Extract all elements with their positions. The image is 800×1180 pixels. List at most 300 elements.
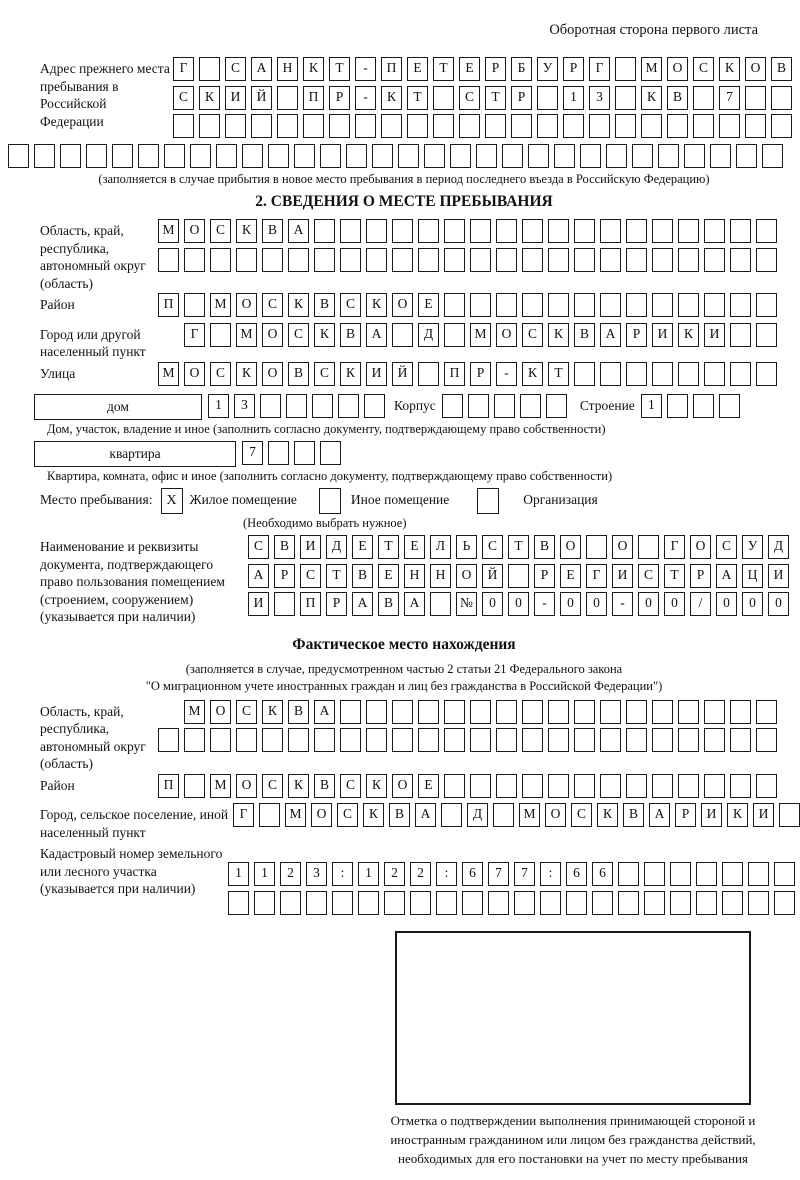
char-cell[interactable] (600, 219, 621, 243)
char-cell[interactable] (548, 728, 569, 752)
char-cell[interactable] (436, 891, 457, 915)
char-cell[interactable]: 2 (410, 862, 431, 886)
char-cell[interactable]: В (389, 803, 410, 827)
char-cell[interactable] (756, 219, 777, 243)
char-cell[interactable]: О (690, 535, 711, 559)
char-cell[interactable] (748, 891, 769, 915)
char-cell[interactable] (730, 219, 751, 243)
char-cell[interactable]: С (337, 803, 358, 827)
char-cell[interactable]: А (716, 564, 737, 588)
actual-district-row[interactable] (158, 774, 800, 799)
char-cell[interactable] (540, 891, 561, 915)
char-cell[interactable] (184, 774, 205, 798)
actual-region-row-1[interactable] (184, 700, 800, 725)
char-cell[interactable] (574, 219, 595, 243)
document-row-2[interactable] (248, 564, 800, 589)
char-cell[interactable] (338, 394, 359, 418)
char-cell[interactable] (756, 248, 777, 272)
char-cell[interactable] (520, 394, 541, 418)
char-cell[interactable] (652, 219, 673, 243)
char-cell[interactable] (470, 728, 491, 752)
char-cell[interactable] (652, 700, 673, 724)
char-cell[interactable]: И (652, 323, 673, 347)
char-cell[interactable] (462, 891, 483, 915)
char-cell[interactable]: 0 (560, 592, 581, 616)
char-cell[interactable]: О (456, 564, 477, 588)
char-cell[interactable]: М (210, 293, 231, 317)
char-cell[interactable]: 0 (508, 592, 529, 616)
char-cell[interactable] (511, 114, 532, 138)
char-cell[interactable]: - (612, 592, 633, 616)
char-cell[interactable] (626, 728, 647, 752)
char-cell[interactable] (730, 293, 751, 317)
char-cell[interactable] (433, 86, 454, 110)
char-cell[interactable] (600, 248, 621, 272)
apartment-box[interactable]: квартира (34, 441, 236, 467)
char-cell[interactable] (112, 144, 133, 168)
char-cell[interactable] (771, 86, 792, 110)
char-cell[interactable] (366, 219, 387, 243)
char-cell[interactable] (346, 144, 367, 168)
char-cell[interactable]: О (236, 293, 257, 317)
char-cell[interactable]: В (288, 700, 309, 724)
char-cell[interactable]: Н (404, 564, 425, 588)
char-cell[interactable]: О (667, 57, 688, 81)
char-cell[interactable] (592, 891, 613, 915)
char-cell[interactable] (470, 774, 491, 798)
char-cell[interactable]: К (236, 362, 257, 386)
char-cell[interactable] (762, 144, 783, 168)
char-cell[interactable] (485, 114, 506, 138)
char-cell[interactable] (586, 535, 607, 559)
char-cell[interactable] (522, 293, 543, 317)
char-cell[interactable]: М (158, 219, 179, 243)
city-row[interactable] (184, 323, 800, 348)
char-cell[interactable] (774, 891, 795, 915)
char-cell[interactable] (216, 144, 237, 168)
char-cell[interactable]: М (184, 700, 205, 724)
char-cell[interactable]: О (262, 362, 283, 386)
char-cell[interactable] (225, 114, 246, 138)
char-cell[interactable]: 6 (592, 862, 613, 886)
char-cell[interactable] (615, 114, 636, 138)
char-cell[interactable] (730, 728, 751, 752)
char-cell[interactable] (638, 535, 659, 559)
char-cell[interactable] (306, 891, 327, 915)
char-cell[interactable] (574, 248, 595, 272)
char-cell[interactable]: М (285, 803, 306, 827)
char-cell[interactable] (418, 248, 439, 272)
char-cell[interactable] (730, 774, 751, 798)
char-cell[interactable]: О (184, 219, 205, 243)
char-cell[interactable]: 7 (719, 86, 740, 110)
char-cell[interactable] (678, 362, 699, 386)
char-cell[interactable]: В (574, 323, 595, 347)
char-cell[interactable]: В (340, 323, 361, 347)
char-cell[interactable]: А (352, 592, 373, 616)
char-cell[interactable] (756, 362, 777, 386)
char-cell[interactable] (340, 248, 361, 272)
char-cell[interactable]: А (600, 323, 621, 347)
char-cell[interactable] (678, 293, 699, 317)
char-cell[interactable]: К (678, 323, 699, 347)
char-cell[interactable] (589, 114, 610, 138)
stroenie-cells[interactable] (641, 394, 745, 419)
char-cell[interactable] (470, 219, 491, 243)
char-cell[interactable]: Р (326, 592, 347, 616)
char-cell[interactable]: О (210, 700, 231, 724)
char-cell[interactable] (366, 248, 387, 272)
char-cell[interactable]: Е (407, 57, 428, 81)
char-cell[interactable]: Д (326, 535, 347, 559)
char-cell[interactable]: П (158, 293, 179, 317)
document-row-1[interactable] (248, 535, 800, 560)
stay-checkbox-zhiloe[interactable]: X (161, 488, 183, 514)
char-cell[interactable]: : (332, 862, 353, 886)
char-cell[interactable] (355, 114, 376, 138)
char-cell[interactable] (210, 323, 231, 347)
char-cell[interactable]: Н (277, 57, 298, 81)
char-cell[interactable]: К (381, 86, 402, 110)
char-cell[interactable] (756, 774, 777, 798)
char-cell[interactable]: А (649, 803, 670, 827)
char-cell[interactable]: О (262, 323, 283, 347)
char-cell[interactable]: Й (251, 86, 272, 110)
char-cell[interactable]: С (522, 323, 543, 347)
char-cell[interactable] (771, 114, 792, 138)
char-cell[interactable] (566, 891, 587, 915)
char-cell[interactable]: Е (418, 774, 439, 798)
char-cell[interactable]: И (248, 592, 269, 616)
char-cell[interactable] (236, 728, 257, 752)
char-cell[interactable] (693, 86, 714, 110)
char-cell[interactable] (444, 700, 465, 724)
char-cell[interactable] (684, 144, 705, 168)
char-cell[interactable]: Т (548, 362, 569, 386)
char-cell[interactable] (199, 114, 220, 138)
char-cell[interactable] (228, 891, 249, 915)
char-cell[interactable]: Г (173, 57, 194, 81)
char-cell[interactable]: И (300, 535, 321, 559)
char-cell[interactable] (496, 219, 517, 243)
char-cell[interactable] (260, 394, 281, 418)
char-cell[interactable]: У (537, 57, 558, 81)
char-cell[interactable] (600, 362, 621, 386)
apartment-cells[interactable] (242, 441, 346, 466)
char-cell[interactable]: С (225, 57, 246, 81)
char-cell[interactable] (86, 144, 107, 168)
char-cell[interactable]: В (378, 592, 399, 616)
char-cell[interactable] (626, 774, 647, 798)
char-cell[interactable] (606, 144, 627, 168)
char-cell[interactable] (210, 728, 231, 752)
char-cell[interactable] (779, 803, 800, 827)
char-cell[interactable]: № (456, 592, 477, 616)
char-cell[interactable] (626, 700, 647, 724)
char-cell[interactable] (392, 219, 413, 243)
char-cell[interactable] (626, 362, 647, 386)
char-cell[interactable]: А (248, 564, 269, 588)
char-cell[interactable] (34, 144, 55, 168)
char-cell[interactable]: Л (430, 535, 451, 559)
char-cell[interactable] (618, 862, 639, 886)
char-cell[interactable]: И (704, 323, 725, 347)
char-cell[interactable] (719, 114, 740, 138)
char-cell[interactable] (522, 774, 543, 798)
char-cell[interactable] (508, 564, 529, 588)
char-cell[interactable] (548, 248, 569, 272)
char-cell[interactable] (280, 891, 301, 915)
char-cell[interactable] (184, 728, 205, 752)
district-row[interactable] (158, 293, 800, 318)
char-cell[interactable] (641, 114, 662, 138)
char-cell[interactable]: П (444, 362, 465, 386)
char-cell[interactable] (693, 114, 714, 138)
char-cell[interactable]: М (641, 57, 662, 81)
char-cell[interactable]: К (288, 774, 309, 798)
char-cell[interactable] (424, 144, 445, 168)
char-cell[interactable] (496, 248, 517, 272)
char-cell[interactable] (259, 803, 280, 827)
char-cell[interactable] (392, 700, 413, 724)
char-cell[interactable]: Й (482, 564, 503, 588)
char-cell[interactable] (704, 728, 725, 752)
char-cell[interactable]: У (742, 535, 763, 559)
char-cell[interactable]: Г (233, 803, 254, 827)
char-cell[interactable] (548, 219, 569, 243)
char-cell[interactable] (138, 144, 159, 168)
char-cell[interactable] (407, 114, 428, 138)
char-cell[interactable]: М (236, 323, 257, 347)
char-cell[interactable] (210, 248, 231, 272)
char-cell[interactable] (268, 441, 289, 465)
char-cell[interactable]: Ц (742, 564, 763, 588)
document-row-3[interactable] (248, 592, 800, 617)
char-cell[interactable]: О (496, 323, 517, 347)
char-cell[interactable]: О (612, 535, 633, 559)
cadastre-row-1[interactable] (228, 862, 800, 887)
char-cell[interactable] (600, 774, 621, 798)
char-cell[interactable]: 1 (563, 86, 584, 110)
char-cell[interactable] (294, 144, 315, 168)
char-cell[interactable] (303, 114, 324, 138)
char-cell[interactable]: Т (378, 535, 399, 559)
char-cell[interactable]: П (300, 592, 321, 616)
char-cell[interactable]: И (612, 564, 633, 588)
char-cell[interactable]: 1 (254, 862, 275, 886)
char-cell[interactable] (332, 891, 353, 915)
char-cell[interactable]: Р (534, 564, 555, 588)
char-cell[interactable]: 3 (306, 862, 327, 886)
char-cell[interactable] (618, 891, 639, 915)
char-cell[interactable] (522, 219, 543, 243)
char-cell[interactable]: Р (563, 57, 584, 81)
char-cell[interactable]: О (392, 293, 413, 317)
char-cell[interactable] (274, 592, 295, 616)
char-cell[interactable] (340, 728, 361, 752)
char-cell[interactable] (340, 700, 361, 724)
char-cell[interactable] (658, 144, 679, 168)
char-cell[interactable] (329, 114, 350, 138)
char-cell[interactable] (236, 248, 257, 272)
char-cell[interactable] (312, 394, 333, 418)
char-cell[interactable]: С (459, 86, 480, 110)
char-cell[interactable] (242, 144, 263, 168)
char-cell[interactable]: - (534, 592, 555, 616)
char-cell[interactable] (392, 248, 413, 272)
char-cell[interactable]: Е (404, 535, 425, 559)
char-cell[interactable] (730, 248, 751, 272)
char-cell[interactable] (433, 114, 454, 138)
char-cell[interactable] (184, 293, 205, 317)
char-cell[interactable]: С (262, 293, 283, 317)
char-cell[interactable] (418, 362, 439, 386)
char-cell[interactable] (444, 728, 465, 752)
char-cell[interactable]: К (641, 86, 662, 110)
char-cell[interactable]: : (540, 862, 561, 886)
char-cell[interactable] (652, 774, 673, 798)
char-cell[interactable] (444, 293, 465, 317)
char-cell[interactable] (496, 774, 517, 798)
char-cell[interactable]: Т (329, 57, 350, 81)
char-cell[interactable] (444, 248, 465, 272)
char-cell[interactable] (358, 891, 379, 915)
char-cell[interactable]: Г (589, 57, 610, 81)
char-cell[interactable]: В (314, 774, 335, 798)
char-cell[interactable]: И (225, 86, 246, 110)
char-cell[interactable]: В (314, 293, 335, 317)
char-cell[interactable] (381, 114, 402, 138)
char-cell[interactable]: 6 (566, 862, 587, 886)
char-cell[interactable] (626, 293, 647, 317)
char-cell[interactable]: 0 (768, 592, 789, 616)
char-cell[interactable] (450, 144, 471, 168)
char-cell[interactable]: Й (392, 362, 413, 386)
char-cell[interactable] (314, 728, 335, 752)
char-cell[interactable]: И (768, 564, 789, 588)
char-cell[interactable]: В (288, 362, 309, 386)
char-cell[interactable] (693, 394, 714, 418)
char-cell[interactable] (372, 144, 393, 168)
char-cell[interactable] (286, 394, 307, 418)
char-cell[interactable]: К (199, 86, 220, 110)
char-cell[interactable]: Д (467, 803, 488, 827)
char-cell[interactable] (320, 144, 341, 168)
char-cell[interactable]: Р (485, 57, 506, 81)
char-cell[interactable]: А (404, 592, 425, 616)
char-cell[interactable] (514, 891, 535, 915)
house-cells[interactable] (208, 394, 390, 419)
char-cell[interactable]: 0 (664, 592, 685, 616)
char-cell[interactable]: 0 (742, 592, 763, 616)
char-cell[interactable] (704, 293, 725, 317)
char-cell[interactable] (678, 248, 699, 272)
char-cell[interactable]: О (311, 803, 332, 827)
char-cell[interactable]: В (262, 219, 283, 243)
char-cell[interactable]: 1 (228, 862, 249, 886)
char-cell[interactable] (600, 728, 621, 752)
char-cell[interactable] (288, 248, 309, 272)
char-cell[interactable] (364, 394, 385, 418)
char-cell[interactable]: С (248, 535, 269, 559)
char-cell[interactable] (444, 774, 465, 798)
char-cell[interactable]: С (210, 362, 231, 386)
char-cell[interactable]: К (522, 362, 543, 386)
char-cell[interactable]: Р (675, 803, 696, 827)
korpus-cells[interactable] (442, 394, 572, 419)
char-cell[interactable]: 0 (638, 592, 659, 616)
char-cell[interactable] (756, 323, 777, 347)
char-cell[interactable] (670, 862, 691, 886)
char-cell[interactable] (262, 248, 283, 272)
char-cell[interactable]: 2 (280, 862, 301, 886)
char-cell[interactable]: С (173, 86, 194, 110)
char-cell[interactable] (652, 248, 673, 272)
char-cell[interactable] (314, 219, 335, 243)
char-cell[interactable] (756, 700, 777, 724)
char-cell[interactable] (470, 248, 491, 272)
char-cell[interactable] (537, 114, 558, 138)
char-cell[interactable] (667, 394, 688, 418)
char-cell[interactable]: С (210, 219, 231, 243)
char-cell[interactable] (158, 248, 179, 272)
char-cell[interactable]: С (693, 57, 714, 81)
char-cell[interactable]: О (745, 57, 766, 81)
char-cell[interactable] (184, 248, 205, 272)
char-cell[interactable]: В (623, 803, 644, 827)
char-cell[interactable]: А (415, 803, 436, 827)
char-cell[interactable] (678, 700, 699, 724)
char-cell[interactable]: П (158, 774, 179, 798)
char-cell[interactable]: - (496, 362, 517, 386)
char-cell[interactable] (644, 862, 665, 886)
char-cell[interactable]: Т (433, 57, 454, 81)
char-cell[interactable] (60, 144, 81, 168)
char-cell[interactable] (488, 891, 509, 915)
char-cell[interactable]: М (470, 323, 491, 347)
char-cell[interactable]: А (314, 700, 335, 724)
char-cell[interactable]: В (352, 564, 373, 588)
char-cell[interactable]: 0 (586, 592, 607, 616)
char-cell[interactable]: Ь (456, 535, 477, 559)
char-cell[interactable] (410, 891, 431, 915)
char-cell[interactable]: К (288, 293, 309, 317)
char-cell[interactable] (444, 323, 465, 347)
char-cell[interactable] (554, 144, 575, 168)
char-cell[interactable] (670, 891, 691, 915)
char-cell[interactable]: 0 (716, 592, 737, 616)
char-cell[interactable] (190, 144, 211, 168)
char-cell[interactable] (574, 293, 595, 317)
char-cell[interactable]: 2 (384, 862, 405, 886)
char-cell[interactable]: Д (768, 535, 789, 559)
prev-address-row-1[interactable] (173, 57, 800, 82)
actual-region-row-2[interactable] (158, 728, 800, 753)
house-box[interactable]: дом (34, 394, 202, 420)
char-cell[interactable] (199, 57, 220, 81)
char-cell[interactable] (574, 728, 595, 752)
char-cell[interactable] (600, 293, 621, 317)
char-cell[interactable] (268, 144, 289, 168)
char-cell[interactable] (730, 700, 751, 724)
char-cell[interactable] (748, 862, 769, 886)
char-cell[interactable] (730, 362, 751, 386)
char-cell[interactable] (704, 219, 725, 243)
char-cell[interactable]: С (288, 323, 309, 347)
char-cell[interactable] (745, 86, 766, 110)
prev-address-row-3[interactable] (173, 114, 800, 139)
char-cell[interactable]: М (519, 803, 540, 827)
